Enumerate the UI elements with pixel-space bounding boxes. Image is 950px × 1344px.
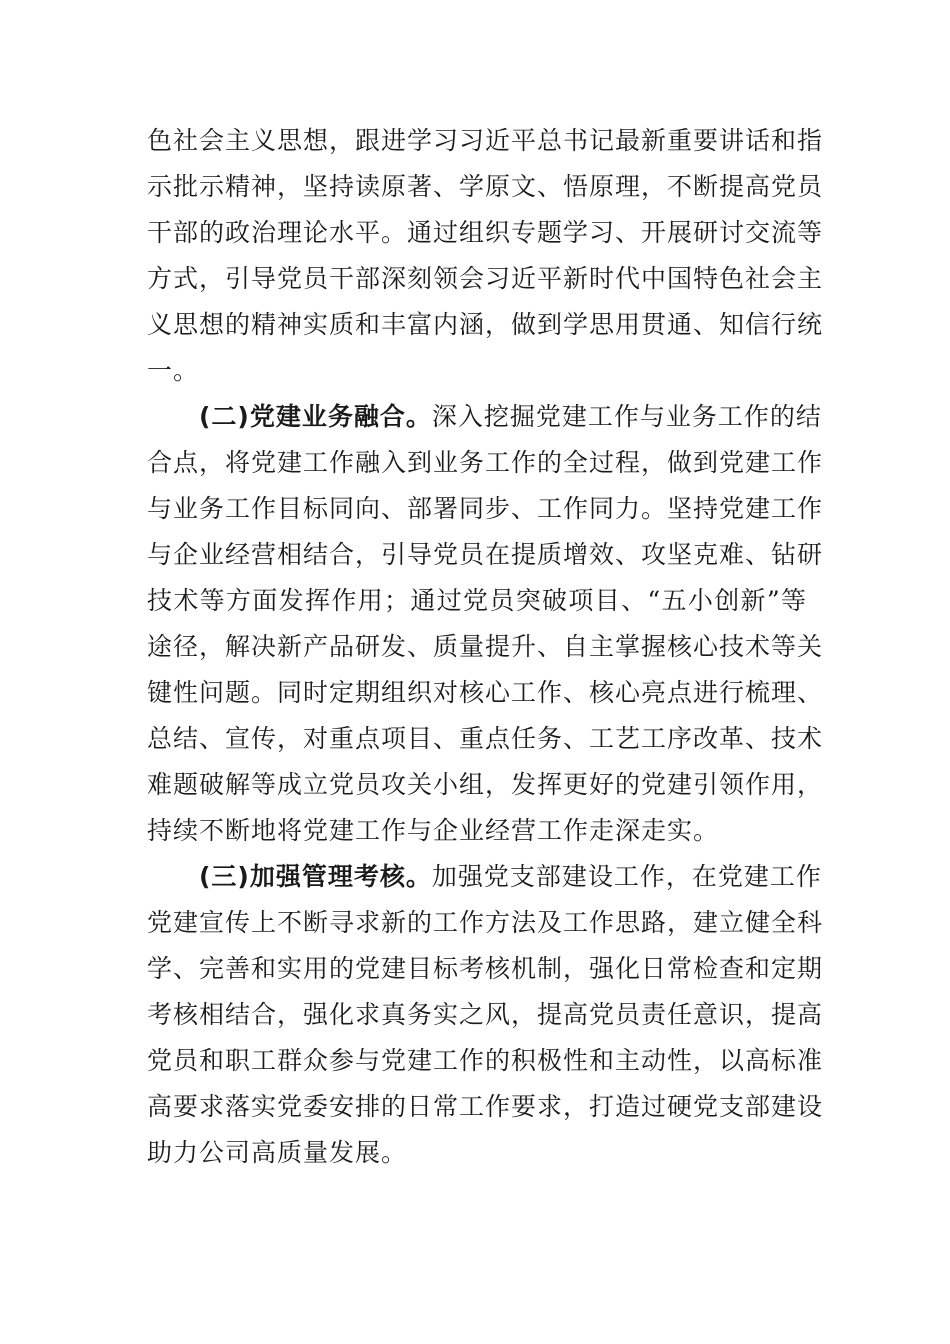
text-line: 总结、宣传，对重点项目、重点任务、工艺工序改革、技术 [147,724,824,753]
text-line: 色社会主义思想，跟进学习习近平总书记最新重要讲话和指 [147,126,824,155]
section-heading: (二)党建业务融合。 [199,402,432,431]
text-line: 键性问题。同时定期组织对核心工作、核心亮点进行梳理、 [147,678,824,707]
text-line: 党建宣传上不断寻求新的工作方法及工作思路，建立健全科 [147,908,824,937]
text-line: 干部的政治理论水平。通过组织专题学习、开展研讨交流等 [147,218,824,247]
text-line: 考核相结合，强化求真务实之风，提高党员责任意识，提高 [147,1000,824,1029]
text-line: 方式，引导党员干部深刻领会习近平新时代中国特色社会主 [147,264,824,293]
text-line: 难题破解等成立党员攻关小组，发挥更好的党建引领作用， [147,770,824,799]
text-line: 一。 [147,356,200,385]
text-line: 持续不断地将党建工作与企业经营工作走深走实。 [147,816,720,845]
text-line [147,854,822,900]
paragraph-party-business-integration [147,394,824,854]
text-fragment: 加强党支部建设工作，在党建工作 [431,862,822,891]
section-heading: (三)加强管理考核。 [199,862,432,891]
text-line: 技术等方面发挥作用；通过党员突破项目、“五小创新”等 [147,586,807,615]
paragraph-theory-study [147,118,824,394]
text-line: 高要求落实党委安排的日常工作要求，打造过硬党支部建设 [147,1092,824,1121]
text-line: 党员和职工群众参与党建工作的积极性和主动性，以高标准 [147,1046,824,1075]
text-fragment: 深入挖掘党建工作与业务工作的结 [431,402,822,431]
text-line: 示批示精神，坚持读原著、学原文、悟原理，不断提高党员 [147,172,824,201]
text-line: 学、完善和实用的党建目标考核机制，强化日常检查和定期 [147,954,824,983]
text-line: 与业务工作目标同向、部署同步、工作同力。坚持党建工作 [147,494,824,523]
text-line: 义思想的精神实质和丰富内涵，做到学思用贯通、知信行统 [147,310,824,339]
text-line: 与企业经营相结合，引导党员在提质增效、攻坚克难、钻研 [147,540,824,569]
text-line: 途径，解决新产品研发、质量提升、自主掌握核心技术等关 [147,632,824,661]
text-line [147,394,822,440]
text-line: 助力公司高质量发展。 [147,1138,408,1167]
paragraph-management-assessment [147,854,824,1176]
text-line: 合点，将党建工作融入到业务工作的全过程，做到党建工作 [147,448,824,477]
